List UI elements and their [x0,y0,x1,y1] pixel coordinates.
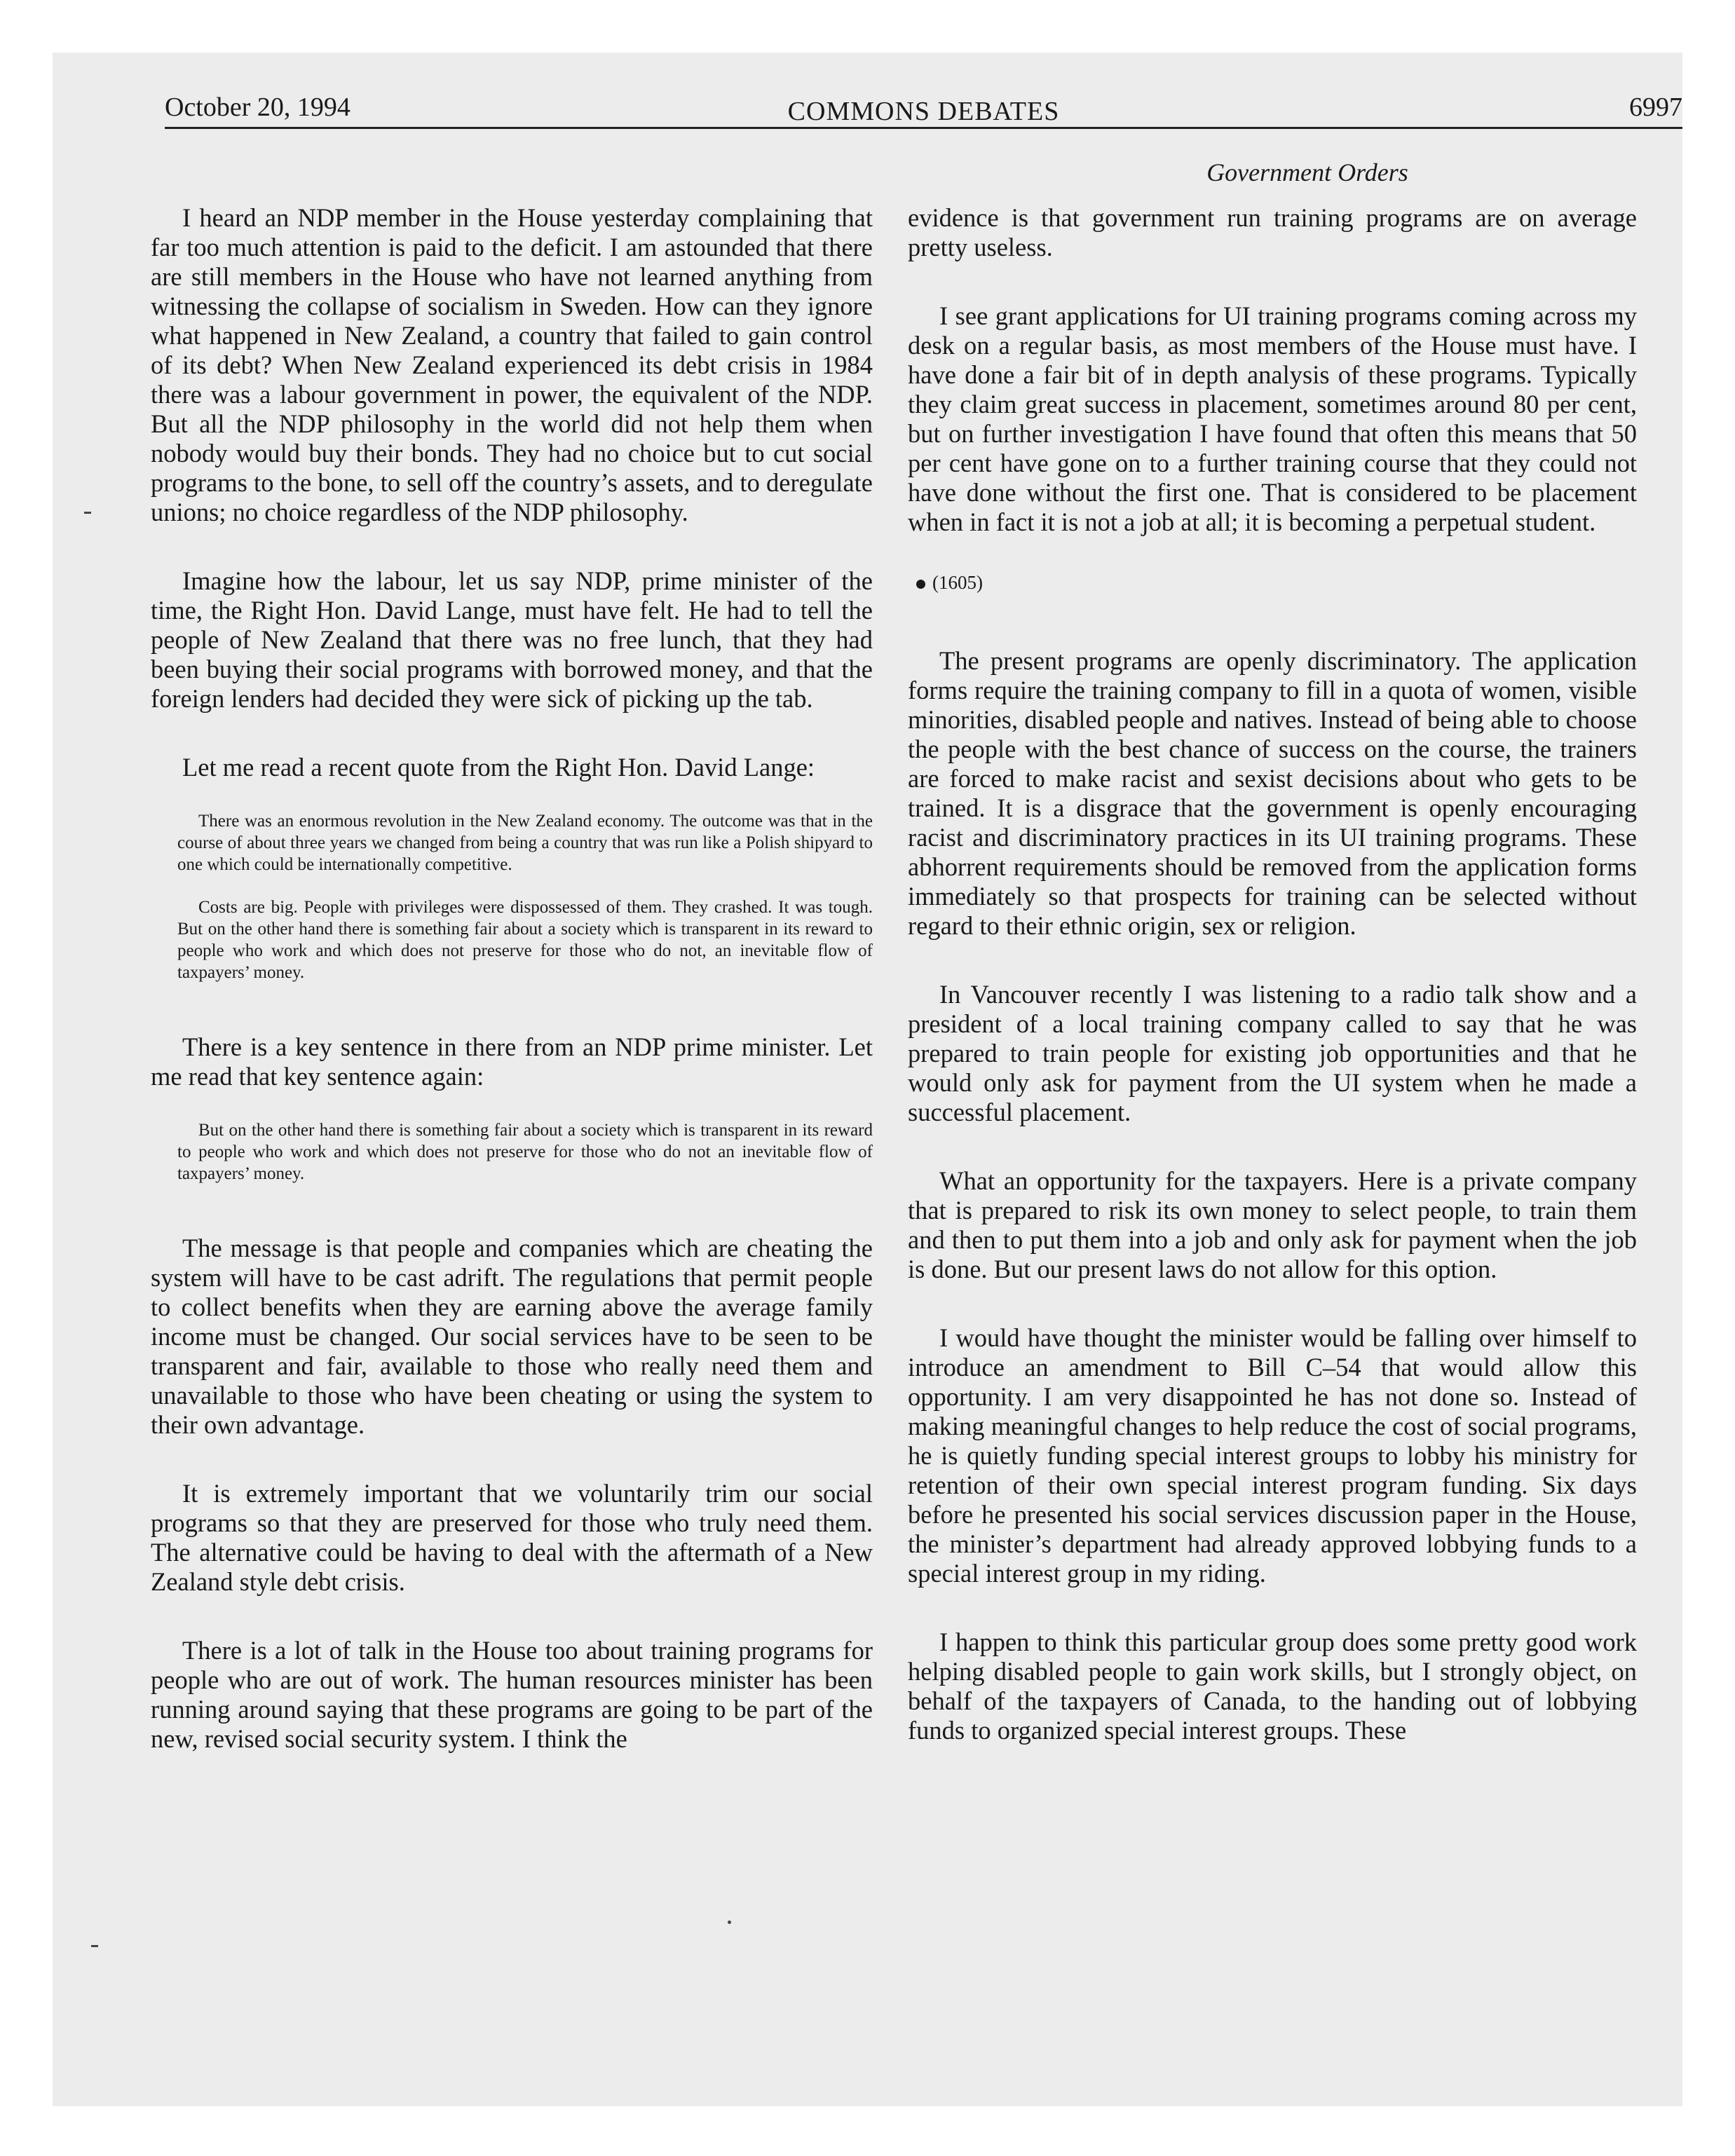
block-quote: Costs are big. People with privileges were dispossessed of them. They crashed. It was tough. But on the other hand there is something fair about a society which is transparent in its reward to people who work and which does not preserve for those who do not, an inevitable flow of taxpayers’ money. [177,898,873,982]
time-marker [916,568,1637,597]
paragraph: evidence is that government run training programs are on average pretty useless. [908,203,1637,261]
header-rule [165,127,1682,129]
paragraph: What an opportunity for the taxpayers. Here is a private company that is prepared to risk its own money to select people, to train them and then to put them into a job and only ask for payment when the job is done. But our present laws do not allow for this option. [908,1166,1637,1283]
block-quote: But on the other hand there is something fair about a society which is transparent in its reward to people who work and which does not preserve for those who do not an inevitable flow of taxpayers’ money. [177,1121,873,1183]
scan-speck [84,512,91,514]
scan-speck [91,1945,98,1947]
paragraph: I would have thought the minister would be falling over himself to introduce an amendment to Bill C–54 that would allow this opportunity. I am very disappointed he has not done so. Instead of making meaningful changes to help reduce the cost of social programs, he is quietly funding special interest groups to lobby his ministry for retention of their own special interest program funding. Six days before he presented his social services discussion paper in the House, the minister’s department had already approved lobbying funds to a special interest group in my riding. [908,1323,1637,1588]
scanned-page [53,53,1682,2106]
paragraph: It is extremely important that we voluntarily trim our social programs so that they are preserved for those who truly need them. The alternative could be having to deal with the aftermath of a New Zealand style debt crisis. [151,1479,873,1596]
page-header [165,81,1682,126]
section-label: Government Orders [1206,158,1408,186]
left-column [151,203,873,1793]
paragraph: There is a key sentence in there from an NDP prime minister. Let me read that key sentence again: [151,1032,873,1091]
paragraph: The message is that people and companies which are cheating the system will have to be cast adrift. The regulations that permit people to collect benefits when they are earning above the average family income must be changed. Our social services have to be seen to be transparent and fair, available to those who really need them and unavailable to those who have been cheating or using the system to their own advantage. [151,1234,873,1439]
right-column [908,203,1637,1785]
header-title: COMMONS DEBATES [787,97,1060,126]
paragraph: I see grant applications for UI training programs coming across my desk on a regular basis, as most members of the House must have. I have done a fair bit of in depth analysis of these programs. Typically they claim great success in placement, sometimes around 80 per cent, but on further investigation I have found that often this means that 50 per cent have gone on to a further training course that they could not have done without the first one. That is considered to be placement when in fact it is not a job at all; it is becoming a perpetual student. [908,301,1637,536]
paragraph: Imagine how the labour, let us say NDP, prime minister of the time, the Right Hon. David Lange, must have felt. He had to tell the people of New Zealand that there was no free lunch, that they had been buying their social programs with borrowed money, and that the foreign lenders had decided they were sick of picking up the tab. [151,566,873,713]
header-date: October 20, 1994 [165,93,351,122]
scan-speck [728,1920,731,1924]
bullet-icon [916,580,925,589]
paragraph: Let me read a recent quote from the Right Hon. David Lange: [182,753,815,782]
paragraph: In Vancouver recently I was listening to a radio talk show and a president of a local training company called to say that he was prepared to train people for existing job opportunities and that he would only ask for payment from the UI system when he made a successful placement. [908,980,1637,1126]
page-number: 6997 [1629,93,1682,122]
paragraph: I heard an NDP member in the House yesterday complaining that far too much attention is paid to the deficit. I am astounded that there are still members in the House who have not learned anything from witnessing the collapse of socialism in Sweden. How can they ignore what happened in New Zealand, a country that failed to gain control of its debt? When New Zealand experienced its debt crisis in 1984 there was a labour government in power, the equivalent of the NDP. But all the NDP philosophy in the world did not help them when nobody would buy their bonds. They had no choice but to cut social programs to the bone, to sell off the country’s assets, and to deregulate unions; no choice regardless of the NDP philosophy. [151,203,873,526]
time-marker-label: (1605) [932,572,983,593]
paragraph: The present programs are openly discriminatory. The application forms require the training company to fill in a quota of women, visible minorities, disabled people and natives. Instead of being able to choose the people with the best chance of success on the course, the trainers are forced to make racist and sexist decisions about who gets to be trained. It is a disgrace that the government is openly encouraging racist and discriminatory practices in its UI training programs. These abhorrent requirements should be removed from the application forms immediately so that prospects for training can be selected without regard to their ethnic origin, sex or religion. [908,646,1637,940]
paragraph: There is a lot of talk in the House too about training programs for people who are out of work. The human resources minister has been running around saying that these programs are going to be part of the new, revised social security system. I think the [151,1636,873,1753]
paragraph: I happen to think this particular group does some pretty good work helping disabled people to gain work skills, but I strongly object, on behalf of the taxpayers of Canada, to the handing out of lobbying funds to organized special interest groups. These [908,1628,1637,1745]
block-quote: There was an enormous revolution in the New Zealand economy. The outcome was that in the course of about three years we changed from being a country that was run like a Polish shipyard to one which could be internationally competitive. [177,812,873,874]
